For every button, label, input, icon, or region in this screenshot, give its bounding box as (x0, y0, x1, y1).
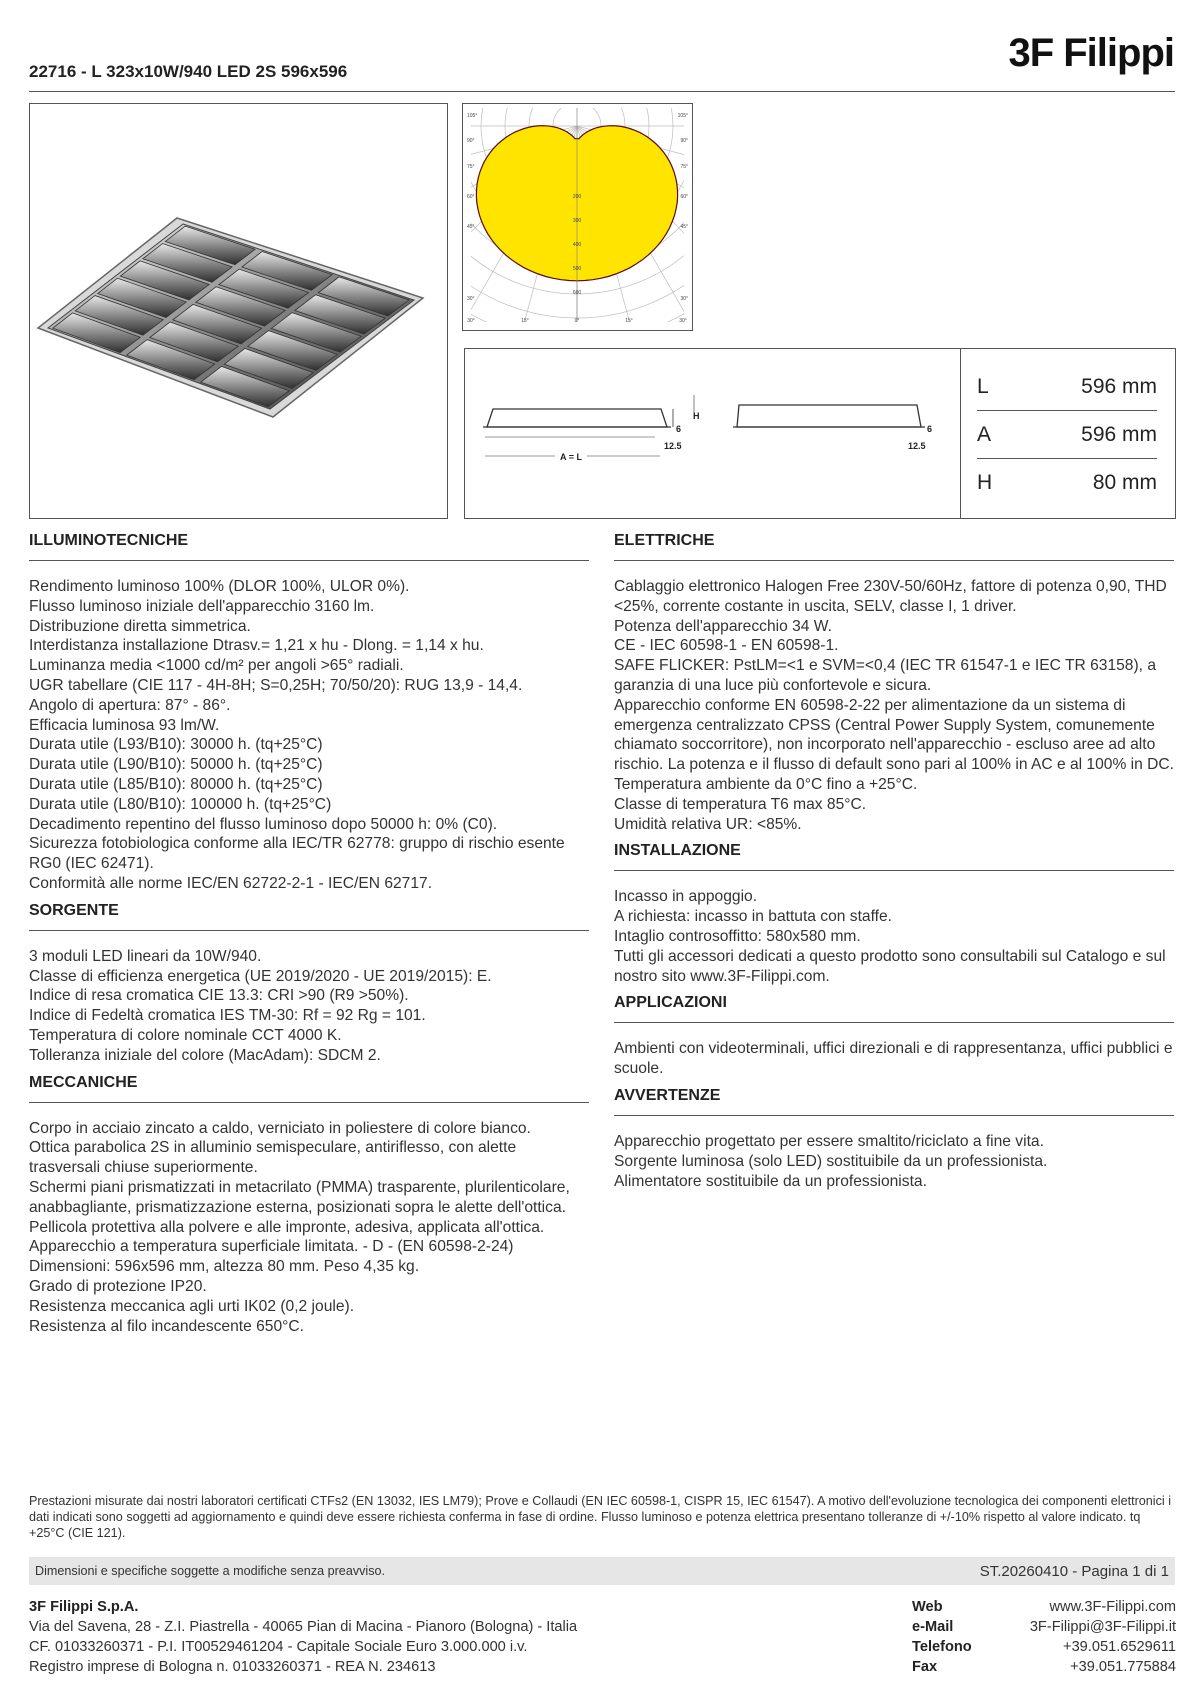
section-title: MECCANICHE (29, 1074, 589, 1103)
dimension-key: H (977, 471, 993, 494)
spec-line: Tutti gli accessori dedicati a questo prodotto sono consultabili sul Catalogo e sul nostro sito www.3F-Filippi.com. (614, 947, 1166, 985)
spec-line: Decadimento repentino del flusso luminoso dopo 50000 h: 0% (C0). (29, 815, 498, 833)
contact-row (912, 1617, 1176, 1637)
spec-line: Apparecchio conforme EN 60598-2-22 per alimentazione da un sistema di emergenza centralizzato CPSS (Central Power Supply System, comunemente chiamato soccorritore), non incorporato nell'apparecchio - escluso aree ad alto rischio. La potenza e il flusso di default sono pari al 100% in AC e al 100% in DC. (614, 696, 1174, 774)
contact-list (912, 1597, 1176, 1677)
dim-label-125b: 12.5 (908, 441, 926, 451)
polar-angle-label-left: 60° (467, 194, 475, 200)
polar-angle-label-left: 90° (467, 138, 475, 144)
spec-line: Apparecchio progettato per essere smaltito/riciclato a fine vita. (614, 1132, 1044, 1150)
spec-line: Dimensioni: 596x596 mm, altezza 80 mm. Peso 4,35 kg. (29, 1258, 420, 1276)
spec-line: Cablaggio elettronico Halogen Free 230V-50/60Hz, fattore di potenza 0,90, THD <25%, corrente costante in uscita, SELV, classe I, 1 driver. (614, 578, 1167, 615)
polar-angle-label-right: 45° (680, 224, 688, 230)
dimension-row (977, 363, 1157, 411)
spec-section (614, 994, 1174, 1079)
dimension-value: 596 mm (1081, 422, 1157, 446)
dimension-key: A (977, 422, 992, 446)
polar-angle-label-left: 30° (467, 296, 475, 302)
polar-bottom-label: 0° (574, 318, 580, 324)
spec-line: Intaglio controsoffitto: 580x580 mm. (614, 927, 861, 945)
polar-chart (463, 104, 692, 330)
spec-line: Angolo di apertura: 87° - 86°. (29, 696, 231, 714)
section-title: ELETTRICHE (614, 532, 1174, 561)
polar-radial-label: 500 (572, 266, 582, 272)
contact-row (912, 1597, 1176, 1617)
spec-line: Alimentatore sostituibile da un professionista. (614, 1172, 927, 1190)
dimension-drawing (465, 349, 959, 518)
spec-line: Schermi piani prismatizzati in metacrilato (PMMA) trasparente, plurilenticolare, anabbagliante, prismatizzazione esterna, posizionati sopra le alette dell'ottica. (29, 1178, 570, 1216)
spec-line: Temperatura ambiente da 0°C fino a +25°C. (614, 775, 918, 793)
dimension-key: L (977, 374, 989, 398)
spec-line: Rendimento luminoso 100% (DLOR 100%, ULOR 0%). (29, 578, 410, 595)
spec-line: Luminanza media <1000 cd/m² per angoli >65° radiali. (29, 657, 404, 675)
contact-value: www.3F-Filippi.com (1049, 1599, 1176, 1615)
footer-note: Prestazioni misurate dai nostri laboratori certificati CTFs2 (EN 13032, IES LM79); Prove e Collaudi (EN IEC 60598-1, CISPR 15, IEC 61547). A motivo dell'evoluzione tecnologica dei componenti elettronici i dati indicati sono soggetti ad aggiornamento e quindi deve essere richiesta conferma in fase di ordine. Flusso luminoso e potenza elettrica presentano tolleranze di +/-10% rispetto al valore indicato. tq +25°C (CIE 121). (29, 1494, 1171, 1540)
spec-line: A richiesta: incasso in battuta con staffe. (614, 908, 892, 926)
spec-line: Durata utile (L90/B10): 50000 h. (tq+25°C) (29, 756, 323, 774)
spec-line: Apparecchio a temperatura superficiale limitata. - D - (EN 60598-2-24) (29, 1238, 514, 1256)
spec-line: Resistenza meccanica agli urti IK02 (0,2 joule). (29, 1297, 355, 1315)
page-reference: ST.20260410 - Pagina 1 di 1 (979, 1562, 1169, 1580)
spec-line: Flusso luminoso iniziale dell'apparecchio 3160 lm. (29, 597, 375, 615)
dim-label-125a: 12.5 (664, 441, 682, 451)
spec-line: Efficacia luminosa 93 lm/W. (29, 716, 220, 734)
section-title: AVVERTENZE (614, 1087, 1174, 1116)
contact-value: 3F-Filippi@3F-Filippi.it (1029, 1619, 1176, 1635)
company-registry-line: Registro imprese di Bologna n. 01033260371 - REA N. 234613 (29, 1659, 436, 1675)
spec-line: Sicurezza fotobiologica conforme alla IEC/TR 62778: gruppo di rischio esente RG0 (IEC 62471). (29, 835, 565, 873)
spec-line: Tolleranza iniziale del colore (MacAdam): SDCM 2. (29, 1046, 381, 1064)
spec-section (29, 532, 589, 894)
spec-line: Pellicola protettiva alla polvere e alle impronte, adesiva, applicata all'ottica. (29, 1218, 545, 1236)
polar-angle-label-right: 75° (680, 164, 688, 170)
polar-bottom-label: 30° (467, 318, 475, 324)
spec-line: Resistenza al filo incandescente 650°C. (29, 1317, 304, 1335)
spec-line: Incasso in appoggio. (614, 888, 758, 906)
contact-label: e-Mail (912, 1619, 954, 1635)
polar-bottom-label: 15° (521, 318, 529, 324)
spec-section (614, 842, 1174, 986)
section-body (29, 577, 589, 894)
company-name: 3F Filippi S.p.A. (29, 1599, 139, 1615)
disclaimer-text: Dimensioni e specifiche soggette a modifiche senza preavviso. (35, 1564, 386, 1578)
section-title: SORGENTE (29, 902, 589, 931)
section-body (614, 577, 1174, 834)
dim-label-6a: 6 (676, 424, 682, 434)
section-title: APPLICAZIONI (614, 994, 1174, 1023)
brand-logo-text: 3F Filippi (1008, 31, 1174, 75)
spec-line: Temperatura di colore nominale CCT 4000 K. (29, 1026, 342, 1044)
contact-label: Web (912, 1599, 943, 1615)
spec-line: UGR tabellare (CIE 117 - 4H-8H; S=0,25H; 70/50/20): RUG 13,9 - 14,4. (29, 676, 523, 694)
spec-line: Corpo in acciaio zincato a caldo, verniciato in poliestere di colore bianco. (29, 1119, 531, 1137)
luminaire-illustration (30, 104, 448, 519)
spec-line: Indice di resa cromatica CIE 13.3: CRI >90 (R9 >50%). (29, 987, 409, 1005)
dimension-row (977, 411, 1157, 459)
section-title: INSTALLAZIONE (614, 842, 1174, 871)
spec-line: Indice di Fedeltà cromatica IES TM-30: Rf = 92 Rg = 101. (29, 1007, 426, 1025)
spec-line: SAFE FLICKER: PstLM=<1 e SVM=<0,4 (IEC TR 61547-1 e IEC TR 63158), a garanzia di una luce più confortevole e sicura. (614, 657, 1156, 694)
spec-section (614, 532, 1174, 834)
polar-angle-label-right: 105° (677, 113, 688, 119)
spec-line: Sorgente luminosa (solo LED) sostituibile da un professionista. (614, 1152, 1048, 1170)
spec-line: Potenza dell'apparecchio 34 W. (614, 617, 832, 635)
polar-radial-label: 600 (572, 290, 582, 296)
dimensions-divider (960, 349, 961, 518)
spec-section (29, 902, 589, 1066)
company-fiscal-line: CF. 01033260371 - P.I. IT00529461204 - Capitale Sociale Euro 3.000.000 i.v. (29, 1639, 528, 1655)
spec-line: Durata utile (L93/B10): 30000 h. (tq+25°C) (29, 736, 323, 754)
spec-section (614, 1087, 1174, 1191)
spec-line: Ottica parabolica 2S in alluminio semispeculare, antiriflesso, con alette trasversali chiuse superiormente. (29, 1139, 517, 1177)
dimension-value: 80 mm (1092, 471, 1157, 494)
brand-logo (976, 26, 1176, 76)
dim-label-6b: 6 (927, 424, 933, 434)
header-divider (29, 91, 1175, 92)
polar-angle-label-left: 45° (467, 224, 475, 230)
dim-label-h: H (693, 411, 700, 421)
section-body (29, 947, 589, 1066)
product-title: 22716 - L 323x10W/940 LED 2S 596x596 (29, 62, 348, 81)
polar-angle-label-right: 60° (680, 194, 688, 200)
dimension-value: 596 mm (1081, 374, 1157, 398)
polar-radial-label: 400 (572, 242, 582, 248)
left-column (29, 532, 589, 1344)
polar-radial-label: 200 (572, 194, 582, 200)
spec-line: Durata utile (L85/B10): 80000 h. (tq+25°C) (29, 775, 323, 793)
contact-row (912, 1657, 1176, 1677)
spec-line: Interdistanza installazione Dtrasv.= 1,21 x hu - Dlong. = 1,14 x hu. (29, 637, 484, 655)
spec-line: Classe di efficienza energetica (UE 2019/2020 - UE 2019/2015): E. (29, 967, 492, 985)
section-body (614, 887, 1174, 986)
polar-grid (463, 104, 692, 330)
spec-line: Durata utile (L80/B10): 100000 h. (tq+25°C) (29, 795, 332, 813)
spec-line: Grado di protezione IP20. (29, 1277, 207, 1295)
polar-bottom-label: 15° (625, 318, 633, 324)
section-body (614, 1039, 1174, 1079)
section-body (29, 1119, 589, 1337)
product-photo (29, 103, 448, 519)
dimension-row (977, 459, 1157, 507)
polar-angle-label-right: 90° (680, 138, 688, 144)
section-title: ILLUMINOTECNICHE (29, 532, 589, 561)
contact-value: +39.051.6529611 (1063, 1639, 1176, 1655)
company-address-line: Via del Savena, 28 - Z.I. Piastrella - 40065 Pian di Macina - Pianoro (Bologna) - Italia (29, 1619, 578, 1635)
company-info (29, 1597, 689, 1677)
contact-label: Telefono (912, 1639, 972, 1655)
footer-bar (29, 1557, 1175, 1585)
section-body (614, 1132, 1174, 1191)
spec-line: Conformità alle norme IEC/EN 62722-2-1 - IEC/EN 62717. (29, 874, 433, 892)
contact-row (912, 1637, 1176, 1657)
polar-radial-label: 300 (572, 218, 582, 224)
spec-line: Classe di temperatura T6 max 85°C. (614, 795, 867, 813)
spec-section (29, 1074, 589, 1337)
polar-angle-label-left: 105° (467, 113, 478, 119)
polar-bottom-label: 30° (679, 318, 687, 324)
spec-line: Umidità relativa UR: <85%. (614, 815, 802, 833)
spec-line: Ambienti con videoterminali, uffici direzionali e di rappresentanza, uffici pubblici e scuole. (614, 1040, 1173, 1078)
spec-line: Distribuzione diretta simmetrica. (29, 617, 251, 635)
polar-angle-label-left: 75° (467, 164, 475, 170)
right-column (614, 532, 1174, 1199)
dim-label-a: A = L (560, 452, 582, 462)
polar-angle-label-right: 30° (680, 296, 688, 302)
dimensions-panel (464, 348, 1176, 519)
polar-diagram (462, 103, 693, 331)
dimensions-table (977, 363, 1157, 507)
spec-line: CE - IEC 60598-1 - EN 60598-1. (614, 637, 839, 655)
contact-value: +39.051.775884 (1070, 1659, 1176, 1675)
contact-label: Fax (912, 1659, 938, 1675)
spec-line: 3 moduli LED lineari da 10W/940. (29, 947, 262, 965)
